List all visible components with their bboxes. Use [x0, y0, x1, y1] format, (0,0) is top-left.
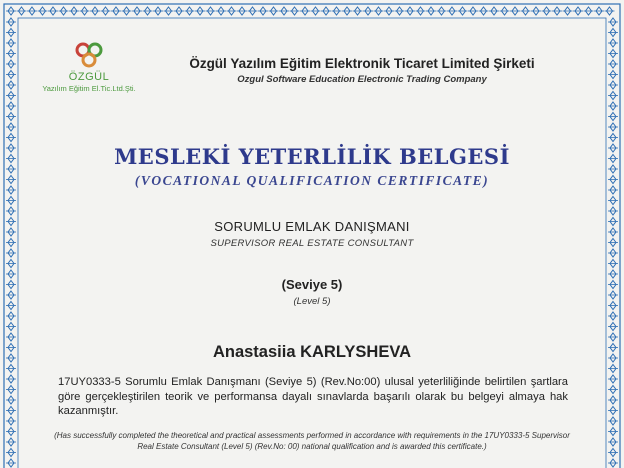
holder-name: Anastasiia KARLYSHEVA	[212, 343, 412, 361]
statement-en: (Has successfully completed the theoretical and practical assessments performed in accordance with requirements in the 17UY0333-5 Supervisor Real Estate Consultant (Level 5) (Rev.No: 00) national qualification and is awarded this certificate.)	[54, 431, 570, 451]
logo-brand: ÖZGÜL	[68, 71, 110, 83]
qualification-level: (Seviye 5)	[281, 277, 343, 292]
certificate-title-en: (VOCATIONAL QUALIFICATION CERTIFICATE)	[134, 173, 490, 188]
company-header	[152, 56, 572, 85]
qualification-title: SORUMLU EMLAK DANIŞMANI	[214, 219, 410, 234]
ozgul-logo-icon	[69, 40, 109, 70]
statement-tr: 17UY0333-5 Sorumlu Emlak Danışmanı (Seviye 5) (Rev.No:00) ulusal yeterliliğinde belirtilen şartlara göre gerçekleştirilen teorik ve performansa dayalı sınavlarda başarılı olarak bu belgeyi almaya hak kazanmıştır.	[58, 376, 568, 417]
certificate-title: MESLEKİ YETERLİLİK BELGESİ	[114, 144, 510, 169]
company-name-tr: Özgül Yazılım Eğitim Elektronik Ticaret Limited Şirketi	[189, 56, 535, 71]
qualification-title-en: SUPERVISOR REAL ESTATE CONSULTANT	[210, 238, 414, 249]
company-logo	[34, 40, 144, 93]
logo-subtitle: Yazılım Eğitim El.Tic.Ltd.Şti.	[42, 84, 136, 93]
qualification-level-en: (Level 5)	[293, 296, 331, 307]
company-name-en: Ozgul Software Education Electronic Trading Company	[237, 74, 487, 85]
